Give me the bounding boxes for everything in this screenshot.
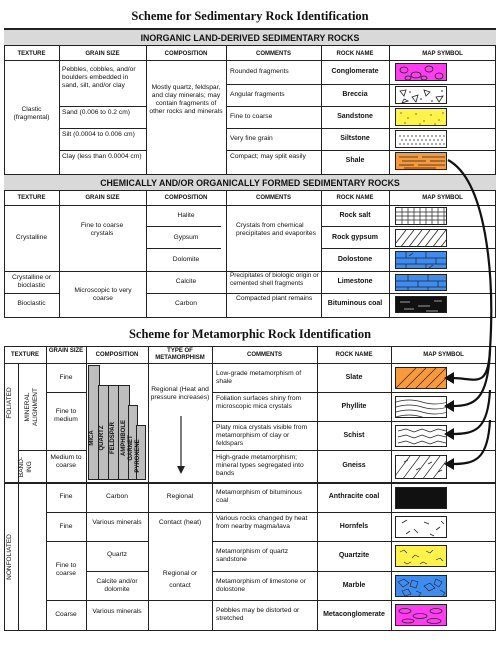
rock-shale: Shale <box>345 157 365 164</box>
hdr2-rock-name: ROCK NAME <box>336 195 374 201</box>
comp-calcite: Calcite and/or dolomite <box>96 578 138 593</box>
hdr-map-symbol: MAP SYMBOL <box>422 51 463 57</box>
hdr2-texture: TEXTURE <box>17 195 46 201</box>
texture-nonfoliated: NONFOLIATED <box>6 534 13 580</box>
grain-clay: Clay (less than 0.0004 cm) <box>62 153 142 160</box>
rock-anthracite: Anthracite coal <box>328 493 380 500</box>
comment-crystals: Crystals from chemical precipitates and evaporites <box>236 222 316 237</box>
type-contact: Contact (heat) <box>158 519 202 526</box>
symbol-siltstone <box>395 130 447 148</box>
m-grain-fine-3: Fine <box>59 523 73 530</box>
hdr2-grain-size: GRAIN SIZE <box>85 195 120 201</box>
rock-limestone: Limestone <box>337 278 373 285</box>
comp-carbon: Carbon <box>106 493 128 500</box>
rock-rock-gypsum: Rock gypsum <box>332 234 378 241</box>
type-regional: Regional <box>166 493 194 500</box>
texture-foliated: FOLIATED <box>6 387 13 419</box>
m-grain-medium-coarse: Medium to coarse <box>50 454 82 469</box>
sedimentary-title: Scheme for Sedimentary Rock Identification <box>131 9 369 23</box>
symbol-sandstone <box>395 108 447 126</box>
symbol-quartzite <box>395 545 447 567</box>
composition-clastic: Mostly quartz, feldspar, and clay minerals; may contain fragments of other rocks and minerals <box>149 84 223 115</box>
pressure-arrow <box>176 416 186 476</box>
m-hdr-composition: COMPOSITION <box>95 352 139 358</box>
metamorphism-arrows <box>440 150 500 490</box>
rock-gneiss: Gneiss <box>342 462 366 469</box>
rock-dolostone: Dolostone <box>337 256 373 263</box>
symbol-metaconglomerate <box>395 604 447 626</box>
m-grain-fine-1: Fine <box>59 374 73 381</box>
label-feldspar: FELDSPAR <box>110 422 116 454</box>
hdr-grain-size: GRAIN SIZE <box>85 51 120 57</box>
rock-conglomerate: Conglomerate <box>331 68 379 75</box>
symbol-hornfels <box>395 516 447 538</box>
texture-bioclastic: Bioclastic <box>17 300 46 307</box>
m-hdr-texture: TEXTURE <box>10 352 39 358</box>
hdr-comments: COMMENTS <box>256 51 291 57</box>
comment-platy: Platy mica crystals visible from metamorphism of clay or feldspars <box>216 424 308 447</box>
rock-schist: Schist <box>343 432 365 439</box>
comment-various-rocks: Various rocks changed by heat from nearby magma/lava <box>216 515 308 530</box>
type-regional-contact: Regional or contact <box>162 570 198 589</box>
comment-precipitates: Precipitates of biologic origin or cemented shell fragments <box>230 272 319 287</box>
m-hdr-map-symbol: MAP SYMBOL <box>423 352 464 358</box>
texture-crystalline-bioclastic: Crystalline or bioclastic <box>11 274 52 289</box>
rock-siltstone: Siltstone <box>340 135 370 142</box>
hdr2-comments: COMMENTS <box>256 195 291 201</box>
grain-pebbles: Pebbles, cobbles, and/or boulders embedded in sand, silt, and/or clay <box>62 66 136 89</box>
comp-various: Various minerals <box>92 519 142 526</box>
m-hdr-grain-size: GRAIN SIZE <box>48 348 84 354</box>
texture-mineral-alignment: MINERAL ALIGNMENT <box>24 388 39 426</box>
comment-limestone: Metamorphism of limestone or dolostone <box>216 578 306 593</box>
hdr-composition: COMPOSITION <box>164 51 208 57</box>
section-chemical: CHEMICALLY AND/OR ORGANICALLY FORMED SEDIMENTARY ROCKS <box>4 174 496 191</box>
rock-rock-salt: Rock salt <box>339 212 371 219</box>
comment-fine-coarse: Fine to coarse <box>230 113 273 120</box>
symbol-anthracite <box>395 487 447 509</box>
comment-bituminous: Metamorphism of bituminous coal <box>216 489 302 504</box>
grain-sand: Sand (0.006 to 0.2 cm) <box>62 109 131 116</box>
texture-crystalline: Crystalline <box>15 234 48 241</box>
mineral-calcite: Calcite <box>175 278 197 285</box>
comment-angular: Angular fragments <box>230 91 285 98</box>
comment-high-grade: High-grade metamorphism; mineral types segregated into bands <box>216 454 304 477</box>
rock-bituminous-coal: Bituminous coal <box>327 300 383 307</box>
label-pyroxene: PYROXENE <box>135 439 141 473</box>
rock-slate: Slate <box>345 374 363 381</box>
symbol-marble <box>395 575 447 597</box>
label-mica: MICA <box>89 430 95 446</box>
mineral-bars <box>88 365 146 480</box>
mineral-halite: Halite <box>177 212 195 219</box>
comment-foliation: Foliation surfaces shiny from microscopic mica crystals <box>216 395 302 410</box>
grain-microscopic: Microscopic to very coarse <box>74 287 132 302</box>
symbol-conglomerate <box>395 63 447 81</box>
mineral-dolomite: Dolomite <box>172 256 200 263</box>
comment-compact: Compact; may split easily <box>230 153 306 160</box>
rock-hornfels: Hornfels <box>339 523 369 530</box>
comment-compacted: Compacted plant remains <box>236 295 313 302</box>
rock-phyllite: Phyllite <box>341 403 367 410</box>
grain-fine-coarse-crystals: Fine to coarse crystals <box>80 222 124 237</box>
mineral-gypsum: Gypsum <box>173 234 199 241</box>
metamorphic-title: Scheme for Metamorphic Rock Identification <box>128 327 372 341</box>
m-grain-fine-medium: Fine to medium <box>54 408 78 423</box>
type-regional-heat: Regional (Heat and pressure increases) <box>150 386 210 401</box>
label-amphibole: AMPHIBOLE <box>121 420 127 456</box>
label-garnet: GARNET <box>128 435 134 461</box>
hdr2-composition: COMPOSITION <box>164 195 208 201</box>
section-inorganic: INORGANIC LAND-DERIVED SEDIMENTARY ROCKS <box>4 29 496 46</box>
m-hdr-rock-name: ROCK NAME <box>335 352 373 358</box>
comment-low-grade: Low-grade metamorphism of shale <box>216 370 302 385</box>
label-quartz: QUARTZ <box>99 425 105 451</box>
mineral-carbon: Carbon <box>175 300 197 307</box>
hdr-rock-name: ROCK NAME <box>336 51 374 57</box>
rock-sandstone: Sandstone <box>337 113 373 120</box>
m-grain-coarse: Coarse <box>55 611 77 618</box>
m-grain-fine-2: Fine <box>59 493 73 500</box>
rock-marble: Marble <box>342 582 366 589</box>
m-grain-fine-coarse: Fine to coarse <box>55 562 77 577</box>
texture-banding: BAND- ING <box>18 456 33 478</box>
rock-breccia: Breccia <box>342 91 368 98</box>
hdr2-map-symbol: MAP SYMBOL <box>422 195 463 201</box>
comp-various-2: Various minerals <box>92 608 142 615</box>
texture-clastic: Clastic (fragmental) <box>13 106 50 121</box>
hdr-texture: TEXTURE <box>17 51 46 57</box>
rock-metaconglomerate: Metaconglomerate <box>323 611 385 618</box>
comment-quartz-sandstone: Metamorphism of quartz sandstone <box>216 548 289 563</box>
rock-quartzite: Quartzite <box>338 552 370 559</box>
comment-pebbles: Pebbles may be distorted or stretched <box>216 607 300 622</box>
comp-quartz: Quartz <box>106 551 128 558</box>
grain-silt: Silt (0.0004 to 0.006 cm) <box>62 131 135 138</box>
m-hdr-comments: COMMENTS <box>247 352 282 358</box>
symbol-breccia <box>395 86 447 104</box>
comment-very-fine: Very fine grain <box>230 135 273 142</box>
m-hdr-type: TYPE OF METAMORPHISM <box>155 348 205 361</box>
comment-rounded: Rounded fragments <box>230 68 289 75</box>
